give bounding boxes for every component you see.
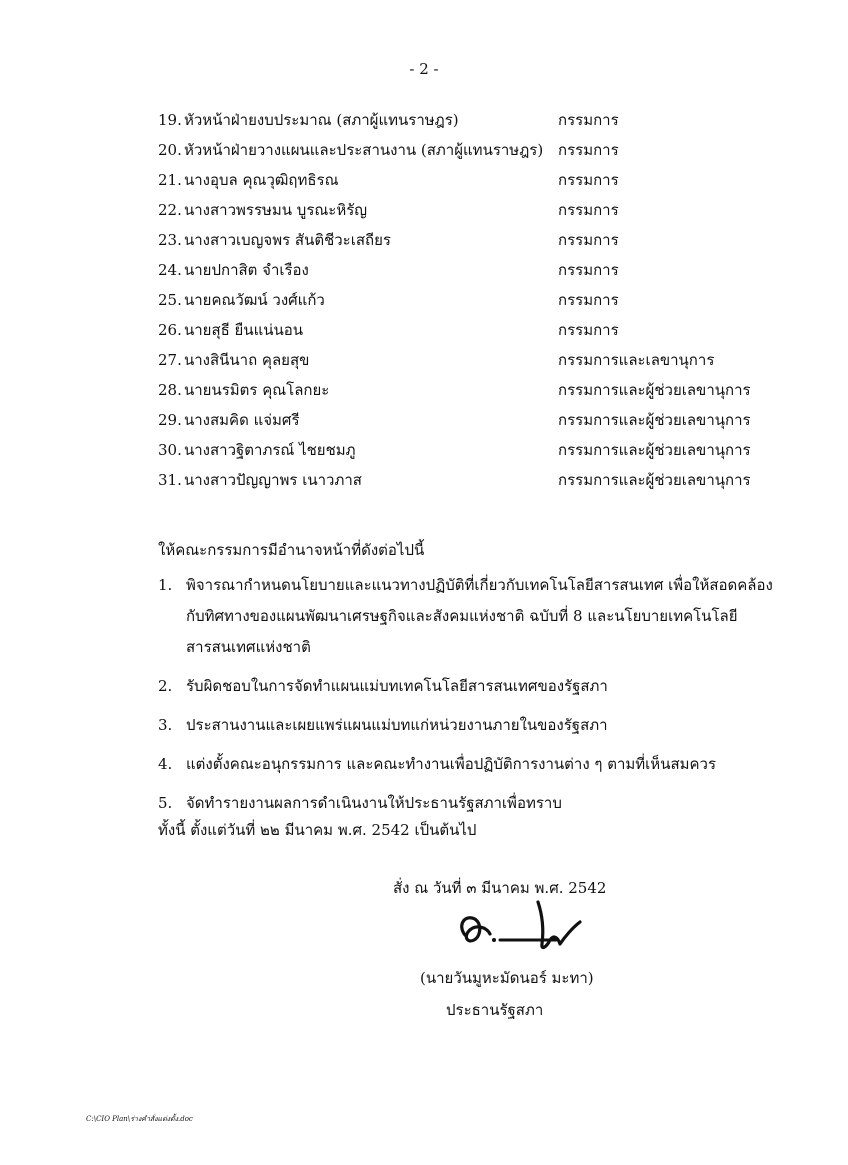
file-path-footer: C:\CIO Plan\ร่างคำสั่งแต่งตั้ง.doc	[86, 1115, 193, 1123]
member-number: 25.	[158, 291, 182, 309]
member-row	[158, 228, 758, 258]
member-role: กรรมการและผู้ช่วยเลขานุการ	[558, 471, 751, 489]
member-number: 21.	[158, 171, 182, 189]
duty-text: ประสานงานและเผยแพร่แผนแม่บทแก่หน่วยงานภายในของรัฐสภา	[186, 716, 608, 734]
member-row	[158, 138, 758, 168]
member-name: นางอุบล คุณวุฒิฤทธิรณ	[184, 171, 339, 189]
member-role: กรรมการและผู้ช่วยเลขานุการ	[558, 411, 751, 429]
signer-title: ประธานรัฐสภา	[446, 1001, 544, 1019]
duty-item	[158, 570, 778, 663]
member-number: 24.	[158, 261, 182, 279]
member-role: กรรมการ	[558, 141, 619, 159]
member-row	[158, 378, 758, 408]
member-number: 20.	[158, 141, 182, 159]
member-role: กรรมการและผู้ช่วยเลขานุการ	[558, 441, 751, 459]
duty-number: 2.	[158, 677, 173, 695]
member-row	[158, 348, 758, 378]
signature-icon	[452, 898, 592, 958]
member-name: นายนรมิตร คุณโลกยะ	[184, 381, 330, 399]
member-name: นายคณวัฒน์ วงศ์แก้ว	[184, 291, 325, 309]
member-row	[158, 168, 758, 198]
member-name: นางสาวพรรษมน บูรณะหิรัญ	[184, 201, 368, 219]
member-name: นางสาวเบญจพร สันติชีวะเสถียร	[184, 231, 391, 249]
member-number: 19.	[158, 111, 182, 129]
member-row	[158, 408, 758, 438]
effective-date-statement: ทั้งนี้ ตั้งแต่วันที่ ๒๒ มีนาคม พ.ศ. 2542 เป็นต้นไป	[158, 821, 477, 839]
duty-number: 5.	[158, 794, 173, 812]
duty-item	[158, 710, 778, 741]
member-number: 22.	[158, 201, 182, 219]
page-number: - 2 -	[409, 60, 439, 78]
member-role: กรรมการ	[558, 201, 619, 219]
duty-text: กับทิศทางของแผนพัฒนาเศรษฐกิจและสังคมแห่งชาติ ฉบับที่ 8 และนโยบายเทคโนโลยี	[186, 607, 738, 625]
order-date: สั่ง ณ วันที่ ๓ มีนาคม พ.ศ. 2542	[393, 879, 607, 897]
member-name: นางสาวฐิตาภรณ์ ไชยชมภู	[184, 441, 356, 459]
duty-number: 3.	[158, 716, 173, 734]
member-number: 23.	[158, 231, 182, 249]
member-row	[158, 318, 758, 348]
member-row	[158, 468, 758, 498]
duty-text: รับผิดชอบในการจัดทำแผนแม่บทเทคโนโลยีสารสนเทศของรัฐสภา	[186, 677, 608, 695]
member-number: 30.	[158, 441, 182, 459]
member-name: หัวหน้าฝ่ายวางแผนและประสานงาน (สภาผู้แทนราษฎร)	[184, 141, 544, 159]
member-name: นางสาวปัญญาพร เนาวภาส	[184, 471, 362, 489]
member-role: กรรมการและเลขานุการ	[558, 351, 715, 369]
member-number: 28.	[158, 381, 182, 399]
member-role: กรรมการ	[558, 111, 619, 129]
member-row	[158, 288, 758, 318]
duty-item	[158, 749, 778, 780]
member-row	[158, 438, 758, 468]
duty-number: 1.	[158, 576, 173, 594]
member-name: นายสุธี ยืนแน่นอน	[184, 321, 304, 339]
member-role: กรรมการ	[558, 291, 619, 309]
member-name: นางสมคิด แจ่มศรี	[184, 411, 300, 429]
duty-text: แต่งตั้งคณะอนุกรรมการ และคณะทำงานเพื่อปฏิบัติการงานต่าง ๆ ตามที่เห็นสมควร	[186, 755, 717, 773]
member-name: นางสินีนาถ คุลยสุข	[184, 351, 310, 369]
member-role: กรรมการ	[558, 261, 619, 279]
member-role: กรรมการ	[558, 171, 619, 189]
signer-name: (นายวันมูหะมัดนอร์ มะทา)	[420, 969, 594, 987]
member-number: 29.	[158, 411, 182, 429]
duty-number: 4.	[158, 755, 173, 773]
duties-list	[158, 570, 778, 827]
duties-intro: ให้คณะกรรมการมีอำนาจหน้าที่ดังต่อไปนี้	[158, 541, 425, 559]
member-number: 27.	[158, 351, 182, 369]
member-number: 26.	[158, 321, 182, 339]
duty-item	[158, 671, 778, 702]
duty-item	[158, 788, 778, 819]
member-name: หัวหน้าฝ่ายงบประมาณ (สภาผู้แทนราษฎร)	[184, 111, 459, 129]
member-role: กรรมการ	[558, 231, 619, 249]
member-row	[158, 108, 758, 138]
committee-member-list	[158, 108, 758, 498]
member-row	[158, 198, 758, 228]
member-row	[158, 258, 758, 288]
duty-text: สารสนเทศแห่งชาติ	[186, 638, 311, 656]
member-role: กรรมการและผู้ช่วยเลขานุการ	[558, 381, 751, 399]
duty-text: พิจารณากำหนดนโยบายและแนวทางปฏิบัติที่เกี่ยวกับเทคโนโลยีสารสนเทศ เพื่อให้สอดคล้อง	[186, 576, 773, 594]
duty-text: จัดทำรายงานผลการดำเนินงานให้ประธานรัฐสภาเพื่อทราบ	[186, 794, 562, 812]
member-role: กรรมการ	[558, 321, 619, 339]
member-number: 31.	[158, 471, 182, 489]
member-name: นายปกาสิต จำเรือง	[184, 261, 309, 279]
